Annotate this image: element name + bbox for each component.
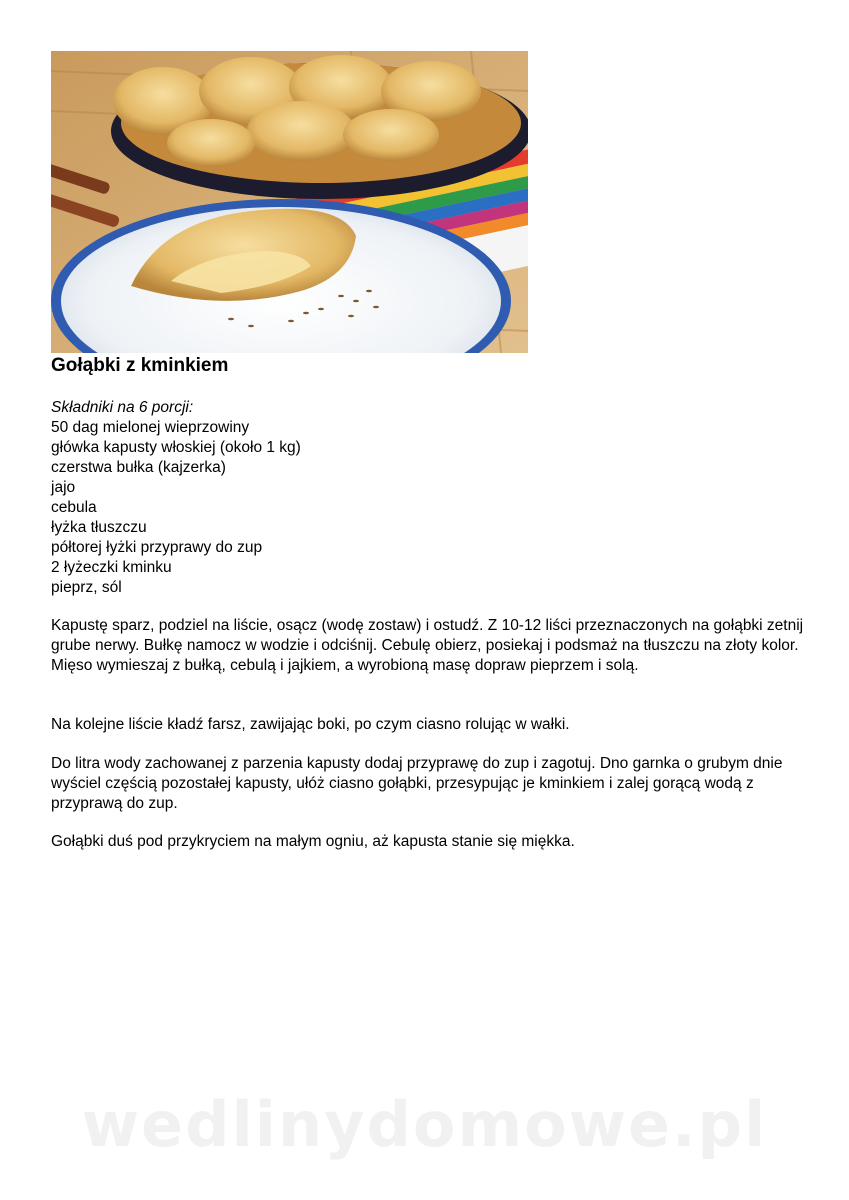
ingredient-item: cebula bbox=[51, 499, 97, 516]
ingredient-item: 50 dag mielonej wieprzowiny bbox=[51, 419, 250, 436]
recipe-title: Gołąbki z kminkiem bbox=[51, 355, 229, 376]
ingredient-item: główka kapusty włoskiej (około 1 kg) bbox=[51, 439, 301, 456]
site-watermark: wedlinydomowe.pl bbox=[81, 1088, 768, 1161]
step-paragraph-2: Na kolejne liście kładź farsz, zawijając boki, po czym ciasno rolując w wałki. bbox=[51, 716, 570, 733]
ingredients-list bbox=[51, 418, 811, 598]
step-paragraph-4: Gołąbki duś pod przykryciem na małym ogniu, aż kapusta stanie się miękka. bbox=[51, 833, 575, 850]
ingredient-item: czerstwa bułka (kajzerka) bbox=[51, 459, 226, 476]
step-paragraph-3: Do litra wody zachowanej z parzenia kapusty dodaj przyprawę do zup i zagotuj. Dno garnka o grubym dnie wyściel częścią pozostałej kapusty, ułóż ciasno gołąbki, przesypując je kminkiem i zalej gorącą wodą z przyprawą do zup. bbox=[51, 755, 783, 812]
ingredient-item: pieprz, sól bbox=[51, 579, 122, 596]
ingredient-item: jajo bbox=[51, 479, 76, 496]
ingredients-section bbox=[51, 398, 811, 598]
ingredient-item: półtorej łyżki przyprawy do zup bbox=[51, 539, 263, 556]
ingredient-item: 2 łyżeczki kminku bbox=[51, 559, 172, 576]
ingredient-item: łyżka tłuszczu bbox=[51, 519, 147, 536]
step-paragraph-1: Kapustę sparz, podziel na liście, osącz (wodę zostaw) i ostudź. Z 10-12 liści przeznaczonych na gołąbki zetnij grube nerwy. Bułkę namocz w wodzie i odciśnij. Cebulę obierz, posiekaj i podsmaż na tłuszczu na złoty kolor. Mięso wymieszaj z bułką, cebulą i jajkiem, a wyrobioną masę dopraw pieprzem i solą. bbox=[51, 617, 804, 674]
cabbage-rolls-photo bbox=[51, 51, 528, 353]
ingredients-heading: Składniki na 6 porcji: bbox=[51, 399, 194, 416]
